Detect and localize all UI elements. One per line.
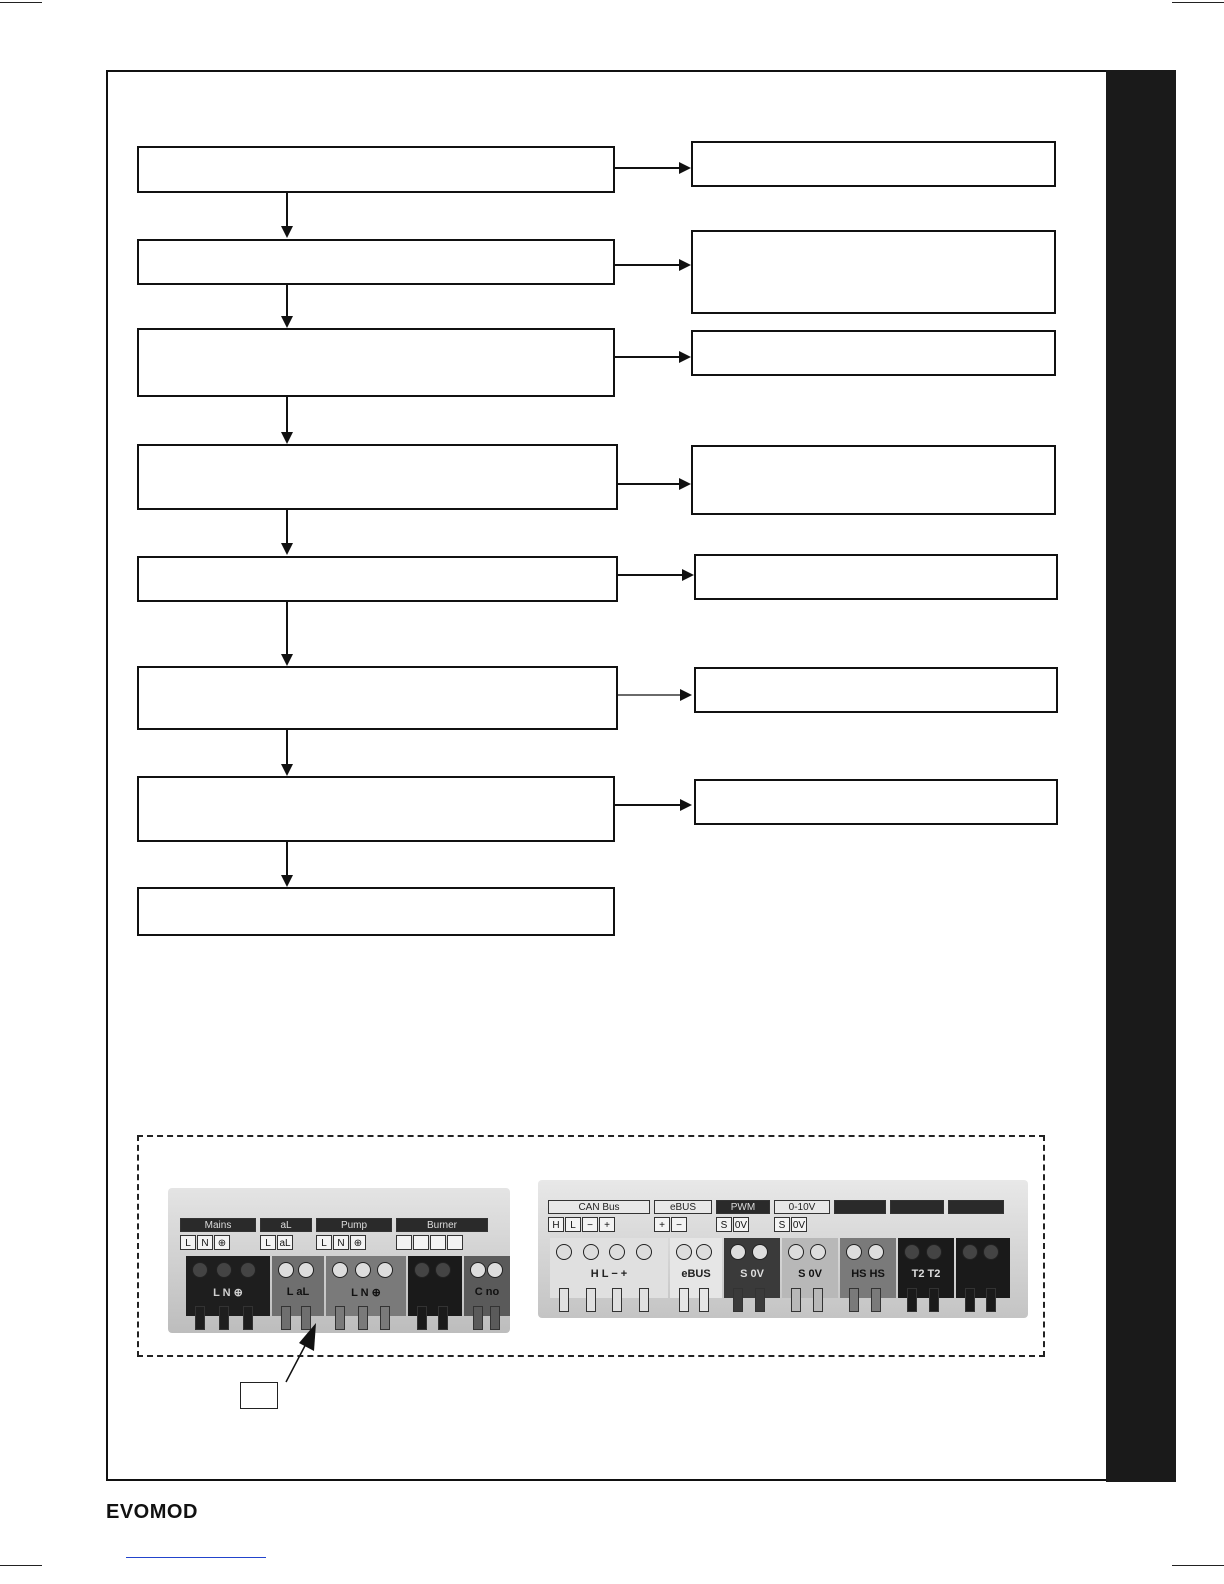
terminal-cell-label: H xyxy=(548,1217,564,1232)
terminal-screw-icon xyxy=(414,1262,430,1278)
terminal-pin xyxy=(301,1306,311,1330)
flow-step-8 xyxy=(137,887,615,936)
terminal-pin xyxy=(490,1306,500,1330)
terminal-screw-icon xyxy=(868,1244,884,1260)
terminal-cell-label: 0V xyxy=(733,1217,749,1232)
flow-step-1 xyxy=(137,146,615,193)
terminal-cell-label xyxy=(447,1235,463,1250)
terminal-screw-icon xyxy=(926,1244,942,1260)
terminal-pin xyxy=(586,1288,596,1312)
terminal-pin xyxy=(243,1306,253,1330)
terminal-cell-label: + xyxy=(599,1217,615,1232)
terminal-group-header: eBUS xyxy=(654,1200,712,1214)
terminal-block-label: S 0V xyxy=(740,1268,764,1280)
terminal-pin xyxy=(791,1288,801,1312)
side-tab xyxy=(1106,70,1176,1482)
terminal-cell-label: − xyxy=(582,1217,598,1232)
terminal-block-label: S 0V xyxy=(798,1268,822,1280)
terminal-connector-block xyxy=(272,1256,324,1316)
terminal-cell-label: L xyxy=(316,1235,332,1250)
terminal-block-label: L N ⊕ xyxy=(213,1287,243,1299)
terminal-cell-label xyxy=(430,1235,446,1250)
terminal-group-header xyxy=(890,1200,944,1214)
terminal-connector-block xyxy=(956,1238,1010,1298)
terminal-pin xyxy=(380,1306,390,1330)
terminal-connector-block xyxy=(724,1238,780,1298)
terminal-cell-label: aL xyxy=(277,1235,293,1250)
terminal-screw-icon xyxy=(752,1244,768,1260)
terminal-pin xyxy=(219,1306,229,1330)
flow-result-4 xyxy=(691,445,1056,515)
terminal-screw-icon xyxy=(470,1262,486,1278)
terminal-pin xyxy=(755,1288,765,1312)
terminal-group-header xyxy=(948,1200,1004,1214)
terminal-strip-left xyxy=(168,1188,510,1333)
terminal-pin xyxy=(438,1306,448,1330)
terminal-screw-icon xyxy=(846,1244,862,1260)
terminal-group-header: CAN Bus xyxy=(548,1200,650,1214)
terminal-screw-icon xyxy=(332,1262,348,1278)
terminal-cell-label: + xyxy=(654,1217,670,1232)
terminal-screw-icon xyxy=(983,1244,999,1260)
terminal-pin xyxy=(195,1306,205,1330)
crop-mark-top-left xyxy=(0,2,42,3)
terminal-screw-icon xyxy=(810,1244,826,1260)
terminal-pin xyxy=(699,1288,709,1312)
terminal-group-header: aL xyxy=(260,1218,312,1232)
terminal-pin xyxy=(612,1288,622,1312)
terminal-pin xyxy=(281,1306,291,1330)
terminal-connector-block xyxy=(782,1238,838,1298)
terminal-cell-label xyxy=(413,1235,429,1250)
terminal-cell-label: L xyxy=(260,1235,276,1250)
terminal-screw-icon xyxy=(788,1244,804,1260)
terminal-cell-label: − xyxy=(671,1217,687,1232)
terminal-cell-label: ⊕ xyxy=(214,1235,230,1250)
flow-step-2 xyxy=(137,239,615,285)
terminal-cell-label: S xyxy=(774,1217,790,1232)
terminal-pin xyxy=(986,1288,996,1312)
terminal-pin xyxy=(335,1306,345,1330)
terminal-cell-label xyxy=(396,1235,412,1250)
terminal-pin xyxy=(639,1288,649,1312)
terminal-connector-block xyxy=(670,1238,722,1298)
terminal-strip-right xyxy=(538,1180,1028,1318)
terminal-screw-icon xyxy=(355,1262,371,1278)
terminal-pin xyxy=(907,1288,917,1312)
terminal-screw-icon xyxy=(192,1262,208,1278)
flow-step-6 xyxy=(137,666,618,730)
terminal-group-header xyxy=(834,1200,886,1214)
terminal-group-header: PWM xyxy=(716,1200,770,1214)
terminal-screw-icon xyxy=(298,1262,314,1278)
terminal-pin xyxy=(559,1288,569,1312)
terminal-screw-icon xyxy=(487,1262,503,1278)
flow-step-3 xyxy=(137,328,615,397)
terminal-screw-icon xyxy=(435,1262,451,1278)
terminal-connector-block xyxy=(550,1238,668,1298)
terminal-cell-label: L xyxy=(180,1235,196,1250)
terminal-block-label: L aL xyxy=(286,1286,310,1298)
terminal-screw-icon xyxy=(278,1262,294,1278)
flow-result-6 xyxy=(694,667,1058,713)
terminal-screw-icon xyxy=(904,1244,920,1260)
terminal-pin xyxy=(849,1288,859,1312)
flow-result-7 xyxy=(694,779,1058,825)
terminal-screw-icon xyxy=(730,1244,746,1260)
terminal-connector-block xyxy=(464,1256,510,1316)
flow-result-3 xyxy=(691,330,1056,376)
terminal-cell-label: N xyxy=(197,1235,213,1250)
terminal-cell-label: N xyxy=(333,1235,349,1250)
flow-step-4 xyxy=(137,444,618,510)
terminal-block-label: T2 T2 xyxy=(911,1268,941,1280)
terminal-group-header: Burner xyxy=(396,1218,488,1232)
terminal-block-label: L N ⊕ xyxy=(351,1287,381,1299)
terminal-connector-block xyxy=(186,1256,270,1316)
terminal-cell-label: S xyxy=(716,1217,732,1232)
terminal-screw-icon xyxy=(583,1244,599,1260)
terminal-screw-icon xyxy=(962,1244,978,1260)
terminal-pin xyxy=(417,1306,427,1330)
terminal-cell-label: 0V xyxy=(791,1217,807,1232)
callout-label-box xyxy=(240,1382,278,1409)
terminal-group-header: Mains xyxy=(180,1218,256,1232)
terminal-pin xyxy=(358,1306,368,1330)
terminal-screw-icon xyxy=(609,1244,625,1260)
terminal-screw-icon xyxy=(216,1262,232,1278)
terminal-pin xyxy=(929,1288,939,1312)
terminal-pin xyxy=(965,1288,975,1312)
terminal-cell-label: ⊕ xyxy=(350,1235,366,1250)
terminal-block-label: HS HS xyxy=(851,1268,885,1280)
terminal-group-header: 0-10V xyxy=(774,1200,830,1214)
flow-step-5 xyxy=(137,556,618,602)
terminal-block-label: C no xyxy=(474,1286,500,1298)
terminal-screw-icon xyxy=(696,1244,712,1260)
terminal-pin xyxy=(871,1288,881,1312)
terminal-connector-block xyxy=(326,1256,406,1316)
terminal-group-header: Pump xyxy=(316,1218,392,1232)
flow-result-1 xyxy=(691,141,1056,187)
terminal-block-label: eBUS xyxy=(681,1268,711,1280)
flow-result-5 xyxy=(694,554,1058,600)
terminal-screw-icon xyxy=(377,1262,393,1278)
terminal-pin xyxy=(733,1288,743,1312)
terminal-connector-block xyxy=(408,1256,462,1316)
terminal-connector-block xyxy=(898,1238,954,1298)
terminal-pin xyxy=(679,1288,689,1312)
terminal-screw-icon xyxy=(240,1262,256,1278)
terminal-block-label: H L − + xyxy=(590,1268,628,1280)
flow-result-2 xyxy=(691,230,1056,314)
terminal-screw-icon xyxy=(676,1244,692,1260)
crop-mark-bottom-left xyxy=(0,1565,42,1566)
terminal-screw-icon xyxy=(636,1244,652,1260)
footer-link-underline xyxy=(126,1557,266,1558)
flow-step-7 xyxy=(137,776,615,842)
terminal-connector-block xyxy=(840,1238,896,1298)
terminal-screw-icon xyxy=(556,1244,572,1260)
terminal-pin xyxy=(473,1306,483,1330)
crop-mark-top-right xyxy=(1172,2,1224,3)
crop-mark-bottom-right xyxy=(1172,1565,1224,1566)
terminal-cell-label: L xyxy=(565,1217,581,1232)
footer-brand: EVOMOD xyxy=(106,1501,198,1523)
terminal-pin xyxy=(813,1288,823,1312)
